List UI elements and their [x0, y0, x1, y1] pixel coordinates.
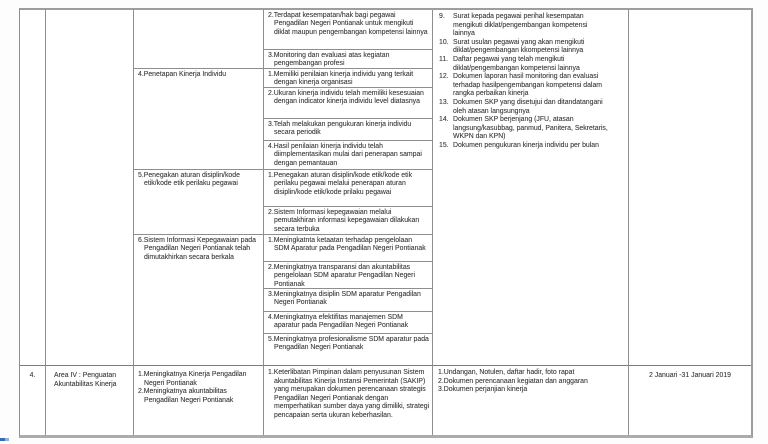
document-item [439, 39, 608, 56]
indicator-item: 4.Meningkatnya efektifitas manajemen SDM aparatur pada Pengadilan Negeri Pontianak [264, 312, 432, 334]
program-item: 6.Sistem Informasi Kepegawaian pada Pengadilan Negeri Pontianak telah dimutakhirkan secara berkala [138, 236, 256, 261]
program-item: 1.Meningkatnya Kinerja Pengadilan Negeri Pontianak [138, 371, 247, 387]
scan-artifact-mark [0, 438, 9, 441]
document-number: 12. [439, 73, 449, 81]
cell-documents-cont [433, 10, 629, 366]
document-item [439, 99, 608, 116]
cell-area-cont [46, 10, 134, 366]
indicator-item: 4.Hasil penilaian kinerja individu telah diimplementasikan mulai dari penerapan sampai dengan pemantauan [264, 141, 432, 170]
document-item [439, 116, 608, 142]
cell-area [46, 366, 134, 435]
document-number: 13. [439, 98, 449, 106]
document-text: Dokumen laporan hasil monitoring dan evaluasi terhadap hasilpengembangan kompetensi dalam rangka perbaikan kinerja [453, 73, 603, 98]
document-text: Daftar pegawai yang telah mengikuti diklat/pengembangan kompetensi lainnya [453, 55, 580, 72]
cell-programs [134, 366, 264, 435]
cell-indicators-cont [264, 10, 433, 366]
document-number: 14. [439, 116, 449, 124]
indicator-item: 2.Sistem Informasi kepegawaian melalui pemutakhiran informasi kepegawaian dilakukan secara terbuka [264, 207, 432, 235]
program-item: 5.Penegakan aturan disiplin/kode etik/kode etik perilaku pegawai [134, 170, 263, 235]
document-text: Dokumen pengukuran kinerja individu per bulan [453, 141, 599, 149]
document-text: Dokumen SKP yang disetujui dan ditandatangani oleh atasan langsungnya [453, 98, 603, 115]
document-item [439, 142, 608, 151]
cell-indicators [264, 366, 433, 435]
document-item: 1.Undangan, Notulen, daftar hadir, foto rapat [438, 369, 575, 376]
indicator-item: 1.Penegakan aturan disiplin/kode etik/kode etik perilaku pegawai melalui penerapan aturan disiplin/kode etik/kode prilaku pegawai [264, 170, 432, 207]
indicator-item: 2.Terdapat kesempatan/hak bagi pegawai Pengadilan Negeri Pontianak untuk mengikuti diklat maupun pengembangan kompetensi lainnya [264, 10, 432, 50]
cell-date-cont [629, 10, 751, 366]
indicator-item: 3.Monitoring dan evaluasi atas kegiatan pengembangan profesi [264, 50, 432, 69]
program-item [134, 10, 263, 69]
document-number: 15. [439, 141, 449, 149]
program-item: 2.Meningkatnya akuntabilitas Pengadilan Negeri Pontianak [138, 388, 234, 404]
cell-row-number: 4. [20, 366, 46, 435]
document-number: 11. [439, 55, 449, 63]
cell-row-number-cont [20, 10, 46, 366]
program-item: 4.Penetapan Kinerja Individu [134, 69, 263, 170]
evaluation-table [19, 8, 753, 438]
area-label: Area IV : Penguatan Akuntabilitas Kinerja [54, 372, 117, 388]
indicator-item: 1.Memiliki penilaian kinerja individu yang terkait dengan kinerja organisasi [264, 69, 432, 88]
indicator-item: 2.Meningkatnya transparansi dan akuntabilitas pengelolaan SDM aparatur Pengadilan Negeri Pontianak [264, 262, 432, 289]
document-text: Surat usulan pegawai yang akan mengikuti diklat/pengembangan kkompetensi lainnya [453, 38, 585, 55]
indicator-item: 1.Keterlibatan Pimpinan dalam penyusunan Sistem akuntabilitas Kinerja Instansi Pemerintah (SAKIP) yang merupakan dokumen perencanaan strategis Pengadilan Negeri Pontianak dengan memperhatikan sumber daya yang dimiliki, strategi pencapaian serta ukuran keberhasilan. [268, 369, 430, 419]
document-number: 10. [439, 38, 449, 46]
document-item [439, 73, 608, 99]
cell-documents [433, 366, 629, 435]
cell-date: 2 Januari -31 Januari 2019 [649, 372, 731, 379]
document-item: 3.Dokumen perjanjian kinerja [438, 386, 528, 394]
document-text: Surat kepada pegawai perihal kesempatan mengikuti diklat/pengembangan kompetensi lainnya [453, 13, 588, 38]
indicator-item: 3.Telah melakukan pengukuran kinerja individu secara periodik [264, 119, 432, 141]
indicator-item: 5.Meningkatnya profesionalisme SDM aparatur pada Pengadilan Negeri Pontianak [268, 335, 429, 352]
indicator-item: 1.Meningkatnta ketaatan terhadap pengelolaan SDM Aparatur pada Pengadilan Negeri Pontianak [264, 235, 432, 262]
indicator-item: 2.Ukuran kinerja individu telah memiliki kesesuaian dengan indicator kinerja individu level diatasnya [264, 88, 432, 119]
document-number: 9. [439, 13, 445, 20]
document-item: 2.Dokumen perencanaan kegiatan dan anggaran [438, 377, 588, 385]
document-text: Dokumen SKP berjenjang (JFU, atasan langsung/kasubbag, panmud, Panitera, Sekretaris, WKPN dan KPN) [453, 116, 608, 141]
indicator-item: 3.Meningkatnya disiplin SDM aparatur Pengadilan Negeri Pontianak [264, 289, 432, 312]
cell-programs-cont [134, 10, 264, 366]
document-item [439, 13, 608, 39]
document-item [439, 56, 608, 73]
